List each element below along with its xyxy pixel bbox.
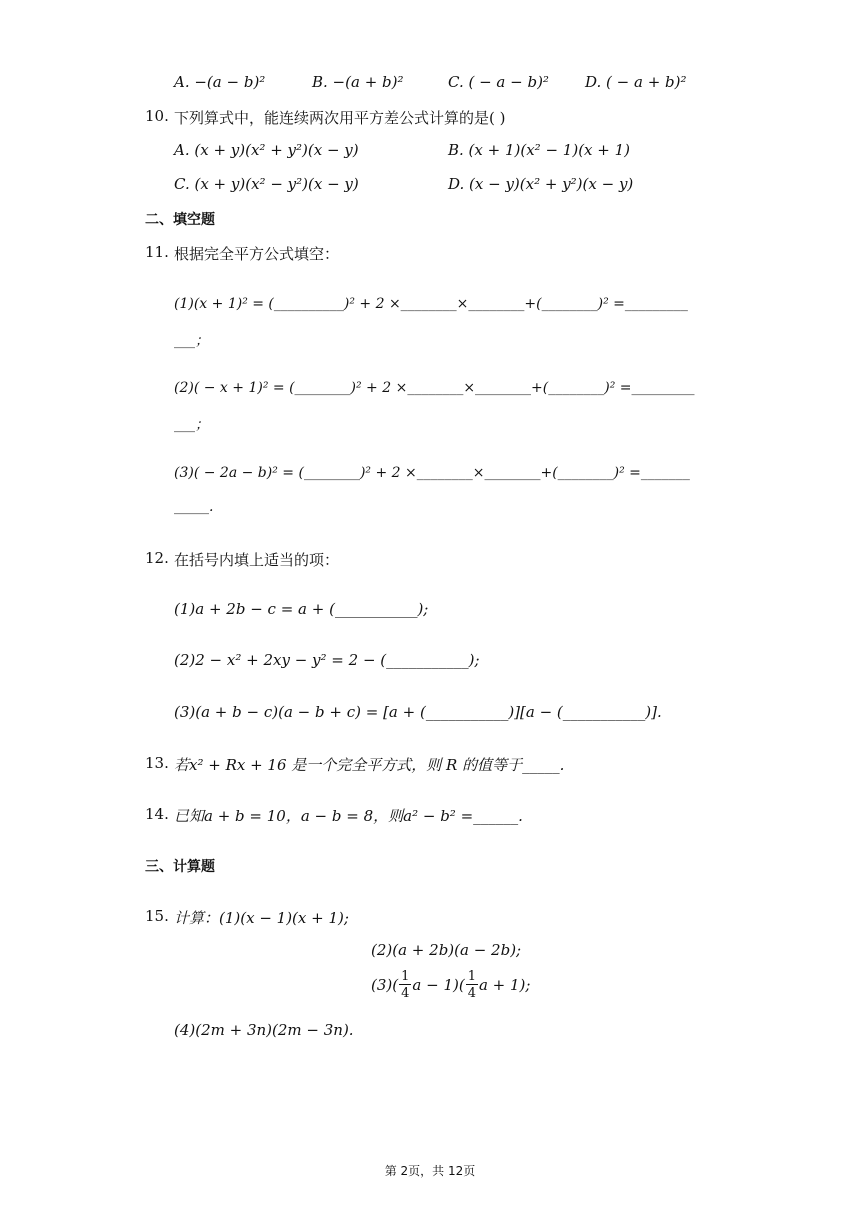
q15-part2: (2)(a + 2b)(a − 2b); [371, 941, 522, 959]
q11-part3-line1: (3)( − 2a − b)² = (________)² + 2 ×________×________+(________)² =_______ [174, 465, 690, 481]
fraction-numerator: 1 [401, 969, 410, 984]
q10-option-a: A. (x + y)(x² + y²)(x − y) [174, 141, 359, 159]
q11-number: 11. [145, 243, 169, 261]
q10-option-c: C. (x + y)(x² − y²)(x − y) [174, 175, 359, 193]
q11-part2-line2: ___； [174, 417, 209, 433]
q12-part3: (3)(a + b − c)(a − b + c) = [a + (___________)][a − (___________)]. [174, 703, 662, 721]
q10-text: 下列算式中，能连续两次用平方差公式计算的是( ) [174, 109, 506, 127]
q15-part3-prefix: (3)( [371, 976, 399, 994]
q15-part4: (4)(2m + 3n)(2m − 3n). [174, 1021, 354, 1039]
section-heading-calculation: 三、计算题 [145, 859, 215, 875]
fraction-denominator-2: 4 [467, 986, 476, 1001]
q9-option-a: A. −(a − b)² [174, 73, 266, 91]
q10-number: 10. [145, 107, 169, 125]
q10-option-b: B. (x + 1)(x² − 1)(x + 1) [448, 141, 631, 159]
page-footer: 第 2页，共 12页 [384, 1164, 476, 1178]
q11-text: 根据完全平方公式填空： [174, 245, 340, 263]
q9-option-d: D. ( − a + b)² [585, 73, 687, 91]
q11-part1-line2: ___； [174, 333, 209, 349]
q12-number: 12. [145, 549, 169, 567]
q15-part3-mid: a − 1)( [412, 976, 465, 994]
section-heading-fill-blank: 二、填空题 [145, 212, 215, 228]
q9-option-c: C. ( − a − b)² [448, 73, 549, 91]
q11-part1-line1: (1)(x + 1)² = (__________)² + 2 ×________×________+(________)² =_________ [174, 296, 688, 312]
q12-part1: (1)a + 2b − c = a + (___________); [174, 600, 429, 618]
q15-part3 [371, 970, 530, 1000]
q12-text: 在括号内填上适当的项： [174, 551, 340, 569]
fraction-one-quarter-2 [466, 970, 478, 1000]
q13-text: 若x² + Rx + 16 是一个完全平方式，则 R 的值等于_____. [174, 756, 565, 774]
q15-part1: 计算：(1)(x − 1)(x + 1); [174, 909, 349, 927]
q13-number: 13. [145, 754, 169, 772]
q15-number: 15. [145, 907, 169, 925]
q14-text: 已知a + b = 10，a − b = 8，则a² − b² =______. [174, 807, 523, 825]
q11-part3-line2: _____. [174, 499, 214, 515]
q11-part2-line1: (2)( − x + 1)² = (________)² + 2 ×________×________+(________)² =_________ [174, 380, 695, 396]
q10-option-d: D. (x − y)(x² + y²)(x − y) [448, 175, 634, 193]
fraction-numerator-2: 1 [467, 969, 476, 984]
q9-option-b: B. −(a + b)² [312, 73, 404, 91]
q14-number: 14. [145, 805, 169, 823]
fraction-denominator: 4 [401, 986, 410, 1001]
fraction-one-quarter [399, 970, 411, 1000]
q15-part3-suffix: a + 1); [478, 976, 531, 994]
q12-part2: (2)2 − x² + 2xy − y² = 2 − (___________); [174, 651, 480, 669]
